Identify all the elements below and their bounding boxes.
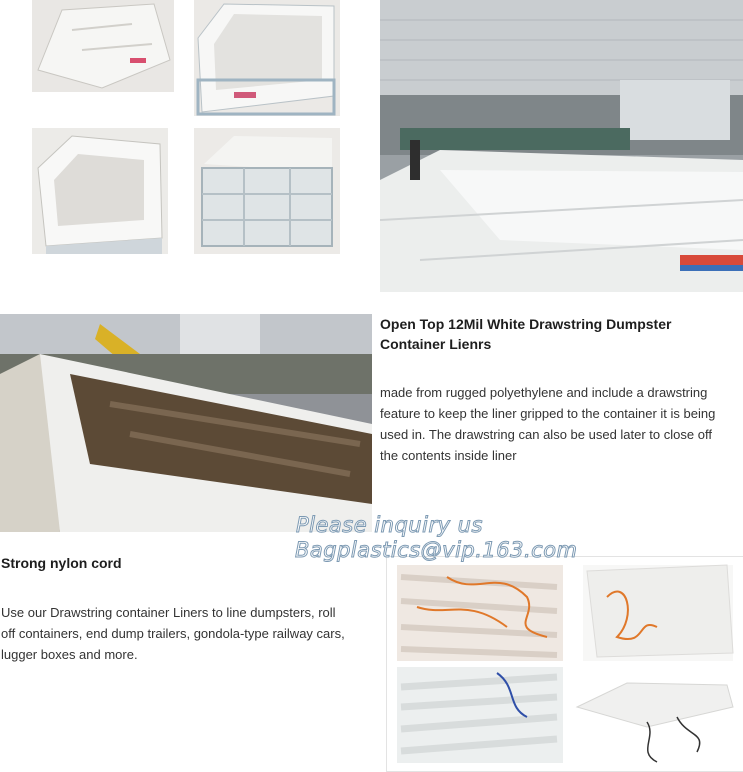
watermark-inquiry: Please inquiry us <box>296 513 483 537</box>
product-title-line-2: Container Lienrs <box>380 336 492 352</box>
feature-description <box>1 602 371 665</box>
photo-liner-box-container <box>194 128 340 254</box>
product-title-line-1: Open Top 12Mil White Drawstring Dumpster <box>380 316 672 332</box>
feature-title: Strong nylon cord <box>1 555 122 571</box>
product-description-line: made from rugged polyethylene and include a drawstring <box>380 385 708 400</box>
product-description <box>380 382 742 466</box>
feature-description-line: lugger boxes and more. <box>1 647 138 662</box>
feature-description-line: Use our Drawstring container Liners to line dumpsters, roll <box>1 605 336 620</box>
product-description-line: used in. The drawstring can also be used later to close off <box>380 427 712 442</box>
product-description-line: feature to keep the liner gripped to the container it is being <box>380 406 716 421</box>
product-title <box>380 314 740 354</box>
feature-description-line: off containers, end dump trailers, gondola-type railway cars, <box>1 626 345 641</box>
drawstring-collage <box>386 556 743 772</box>
photo-liner-flat <box>32 0 174 92</box>
photo-liner-in-frame <box>194 0 340 116</box>
product-description-line: the contents inside liner <box>380 448 517 463</box>
watermark-email: Bagplastics@vip.163.com <box>295 538 578 562</box>
photo-factory-liners <box>380 0 743 292</box>
photo-dumpster-in-use <box>0 314 372 532</box>
photo-liner-open-top <box>32 128 168 254</box>
